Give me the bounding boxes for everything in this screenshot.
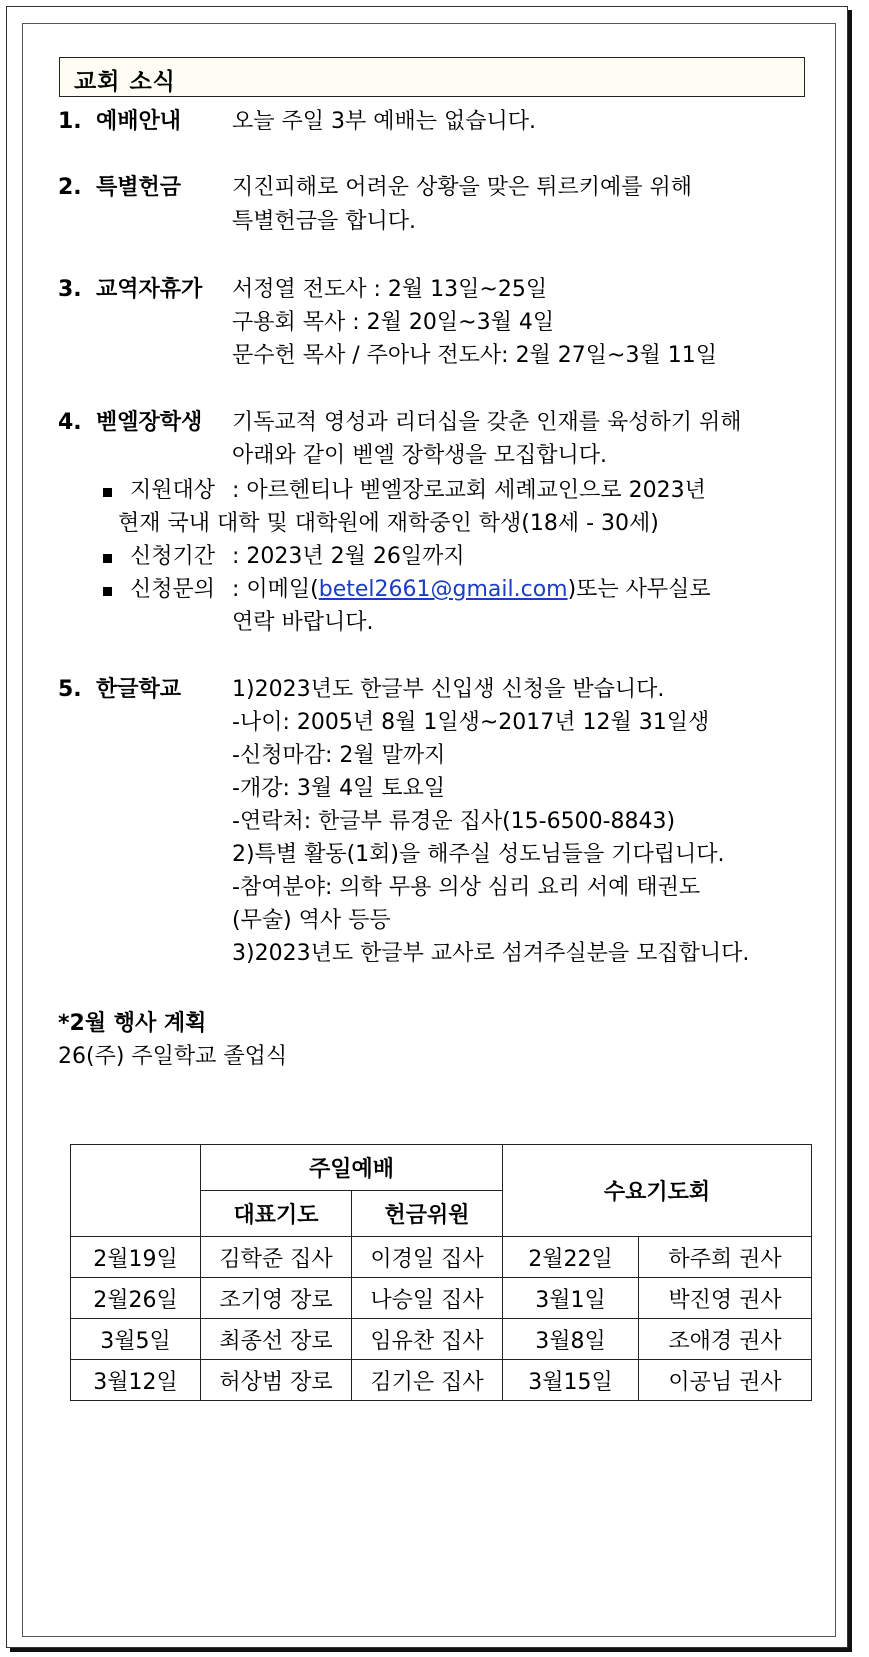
item-3-number: 3. [58, 277, 82, 302]
bullet-3-prefix: : 이메일( [232, 577, 319, 602]
row-wed-date: 2월22일 [503, 1237, 639, 1278]
table-corner-cell [71, 1145, 201, 1237]
schedule-table [70, 1144, 812, 1401]
item-3-line-2: 구용회 목사 : 2월 20일~3월 4일 [232, 310, 555, 335]
item-2-title: 특별헌금 [96, 175, 182, 200]
table-row [71, 1237, 812, 1278]
item-2-number: 2. [58, 175, 82, 200]
row-wed-date: 3월15일 [503, 1360, 639, 1401]
table-row [71, 1278, 812, 1319]
row-offering: 임유찬 집사 [352, 1319, 503, 1360]
bullet-1-label: 지원대상 [130, 478, 216, 503]
row-offering: 나승일 집사 [352, 1278, 503, 1319]
bullet-3-text [232, 576, 711, 604]
row-wed-date: 3월8일 [503, 1319, 639, 1360]
row-prayer: 허상범 장로 [201, 1360, 352, 1401]
row-wed-leader: 박진영 권사 [639, 1278, 812, 1319]
bullet-3-suffix: )또는 사무실로 [567, 577, 711, 602]
item-3-line-3: 문수헌 목사 / 주아나 전도사: 2월 27일~3월 11일 [232, 343, 717, 368]
item-4-title: 벧엘장학생 [96, 410, 203, 435]
item-5-line-1: 1)2023년도 한글부 신입생 신청을 받습니다. [232, 677, 665, 702]
item-5-line-8: (무술) 역사 등등 [232, 908, 391, 933]
bullet-3-label: 신청문의 [130, 577, 216, 602]
item-4-line-1: 기독교적 영성과 리더십을 갖춘 인재를 육성하기 위해 [232, 410, 742, 435]
row-date: 3월5일 [71, 1319, 201, 1360]
item-5-number: 5. [58, 677, 82, 702]
item-3-title: 교역자휴가 [96, 277, 203, 302]
bullet-square-icon [103, 587, 112, 596]
item-1-title: 예배안내 [96, 109, 182, 134]
row-prayer: 최종선 장로 [201, 1319, 352, 1360]
header-offering-committee: 헌금위원 [352, 1191, 503, 1237]
section-header-title: 교회 소식 [74, 69, 176, 95]
item-5-line-3: -신청마감: 2월 말까지 [232, 743, 446, 768]
item-1-line-1: 오늘 주일 3부 예배는 없습니다. [232, 109, 536, 134]
item-5-line-7: -참여분야: 의학 무용 의상 심리 요리 서예 태권도 [232, 875, 701, 900]
bullet-square-icon [103, 488, 112, 497]
header-sunday-worship: 주일예배 [201, 1145, 503, 1191]
item-5-line-6: 2)특별 활동(1회)을 해주실 성도님들을 기다립니다. [232, 842, 725, 867]
row-wed-leader: 이공님 권사 [639, 1360, 812, 1401]
events-title: *2월 행사 계획 [58, 1011, 207, 1036]
row-offering: 이경일 집사 [352, 1237, 503, 1278]
item-5-line-4: -개강: 3월 4일 토요일 [232, 776, 446, 801]
row-wed-leader: 하주희 권사 [639, 1237, 812, 1278]
item-2-line-1: 지진피해로 어려운 상황을 맞은 튀르키예를 위해 [232, 175, 693, 200]
section-header-box [59, 57, 805, 97]
email-link[interactable]: betel2661@gmail.com [318, 577, 568, 602]
bullet-1-continued: 현재 국내 대학 및 대학원에 재학중인 학생(18세 - 30세) [118, 511, 659, 536]
events-line: 26(주) 주일학교 졸업식 [58, 1044, 288, 1069]
bullet-3-continued: 연락 바랍니다. [232, 610, 374, 635]
item-4-line-2: 아래와 같이 벧엘 장학생을 모집합니다. [232, 443, 607, 468]
row-offering: 김기은 집사 [352, 1360, 503, 1401]
item-4-number: 4. [58, 410, 82, 435]
table-row [71, 1360, 812, 1401]
row-wed-date: 3월1일 [503, 1278, 639, 1319]
bullet-square-icon [103, 554, 112, 563]
row-prayer: 조기영 장로 [201, 1278, 352, 1319]
item-5-line-5: -연락처: 한글부 류경운 집사(15-6500-8843) [232, 809, 676, 834]
row-wed-leader: 조애경 권사 [639, 1319, 812, 1360]
table-row [71, 1319, 812, 1360]
bullet-1-text: : 아르헨티나 벧엘장로교회 세례교인으로 2023년 [232, 478, 706, 503]
item-5-line-2: -나이: 2005년 8월 1일생~2017년 12월 31일생 [232, 710, 710, 735]
item-2-line-2: 특별헌금을 합니다. [232, 209, 417, 234]
item-1-number: 1. [58, 109, 82, 134]
row-prayer: 김학준 집사 [201, 1237, 352, 1278]
row-date: 3월12일 [71, 1360, 201, 1401]
row-date: 2월19일 [71, 1237, 201, 1278]
bullet-2-text: : 2023년 2월 26일까지 [232, 544, 465, 569]
item-5-line-9: 3)2023년도 한글부 교사로 섬겨주실분을 모집합니다. [232, 941, 750, 966]
header-wednesday-prayer: 수요기도회 [503, 1145, 812, 1237]
row-date: 2월26일 [71, 1278, 201, 1319]
header-representative-prayer: 대표기도 [201, 1191, 352, 1237]
item-3-line-1: 서정열 전도사 : 2월 13일~25일 [232, 277, 548, 302]
bullet-2-label: 신청기간 [130, 544, 216, 569]
item-5-title: 한글학교 [96, 677, 182, 702]
